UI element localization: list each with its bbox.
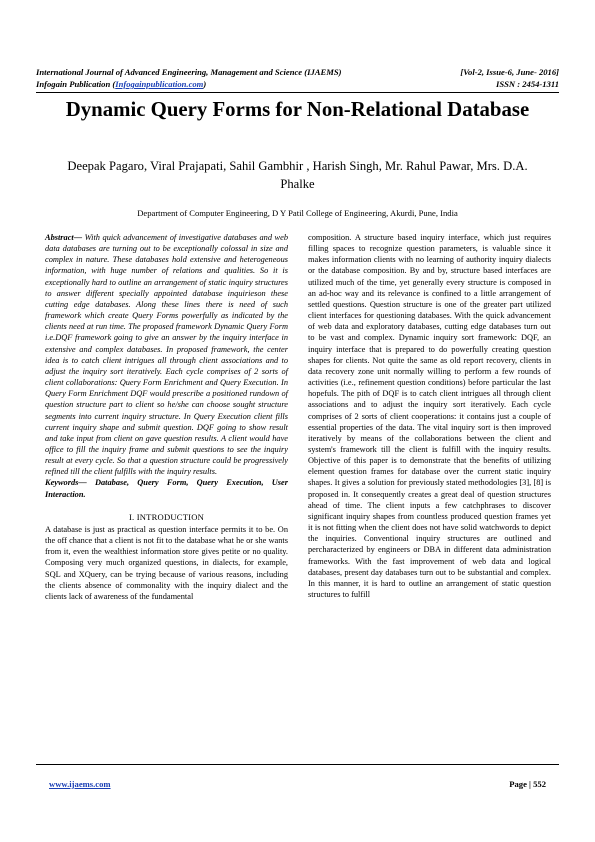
abstract-label: Abstract—: [45, 233, 83, 242]
paper-title: Dynamic Query Forms for Non-Relational Database: [65, 98, 530, 121]
publisher-prefix: Infogain Publication (: [36, 79, 116, 89]
footer-url-link[interactable]: www.ijaems.com: [49, 779, 111, 789]
section-heading: I. INTRODUCTION: [128, 511, 205, 522]
page-number: Page | 552: [509, 779, 546, 789]
publisher-link[interactable]: Infogainpublication.com: [115, 79, 204, 89]
right-column: [308, 232, 551, 600]
running-header-line1: [36, 67, 559, 78]
affiliation: Department of Computer Engineering, D Y Patil College of Engineering, Akurdi, Pune, India: [137, 208, 458, 218]
running-header-line2: [36, 79, 559, 90]
abstract: [45, 232, 288, 477]
journal-name: International Journal of Advanced Engineering, Management and Science (IJAEMS): [36, 67, 342, 77]
issn: ISSN : 2454-1311: [495, 79, 559, 89]
introduction-text: A database is just as practical as question interface permits it to be. On the off chance that a client is not fit to the database what he or she wants from it, even the wealthiest information store gives petite or no quality. Composing very much organized questions, in dialects, for example, SQL and XQuery, can be trying because of various reasons, including the clients absence of commonality with the inquiry dialect and the clients lack of awareness of the fundamental: [45, 524, 288, 601]
author-list: Deepak Pagaro, Viral Prajapati, Sahil Gambhir , Harish Singh, Mr. Rahul Pawar, Mrs. D.A. Phalke: [67, 159, 528, 191]
right-column-text: composition. A structure based inquiry interface, which just requires filling spaces to recognize question parameters, is valuable since it makes information clients with no learning of authority inquiry dialects or the database composition. By and by, structure based interfaces are utilized much of the time, yet generally every structure is composed in an ad-hoc way and its relevance is confined to a little arrangement of settled questions. Question structure is one of the greater part utilized client interfaces for questioning databases. With the quick advancement of web data and exploratory databases, cutting edge databases turn out to be vast and complex. Dynamic inquiry sort framework: DQF, an inquiry interface that is prepared to do powerfully creating question shapes for clients. Not quite the same as old report recovery, clients in data recovery zone unit normally willing to perform a few rounds of activities (i.e., refinement question conditions) before particular the last hopefuls. The pith of DQF is to catch client intrigues all through client associations and to adjust the inquiry sort iteratively. Each cycle comprises of 2 sorts of client cooperations: it contains just a couple of essential properties of the data. The vital inquiry sort is then improved iteratively by means of the collaborations between the client and system's framework till the client is fulfill with the inquiry results. Objective of this paper is to demonstrate that the benefits of utilizing element question frames for database over the current static inquiry shapes. It gives a solution for previously stated methodologies [3], [8] is proposed in. It consequently creates a great deal of question structures ahead of time. The client inputs a few catchphrases to discover significant inquiry shapes from countless produced question frames yet it is not fitting when the client does not have solid watchwords to depict the inquiries. Conventional inquiry structures are outlined and percharacterized by engineers or DBA in different data administration frameworks. With the fast improvement of web data and logical databases, present day databases turn out to be substantial and complex. In this manner, it is hard to outline an arrangement of static question structures to fulfill: [308, 233, 551, 599]
keywords: Keywords— Database, Query Form, Query Execution, User Interaction.: [45, 478, 288, 499]
abstract-text: With quick advancement of investigative databases and web data databases are turning out to be exceptionally colossal in size and complex in nature. These databases hold extensive and heterogeneous information, with huge number of relations and qualities. So it is exceptionally hard to outline an arrangement of static inquiry structures to answer different specially appointed database inquirieson these cutting edge databases. Along these lines there is need of such framework which create Query Forms powerfully as indicated by the clients need at run time. The proposed framework Dynamic Query Form i.e.DQF framework going to give an answer by the inquiry interface in extensive and complex databases. In proposed framework, the center idea is to catch client intrigues all through client associations and to adjust the inquiry sort iteratively. Each cycle comprises of 2 sorts of client collaborations: Query Form Enrichment and Query Execution. In Query Form Enrichment DQF would prescribe a positioned rundown of question structure part to client so he/she can choose sought structure segments into current inquiry structure. In Query Execution client fills current inquiry shape and submit question. DQF going to show result and take input from client on gave question results. A client would have office to fill the inquiry frame and submit questions to see the inquiry result at every cycle. So that a question structure could be progressively refined till the client fulfills with the inquiry results.: [45, 233, 288, 477]
header-divider: [36, 92, 559, 93]
publisher-suffix: ): [203, 79, 207, 89]
volume-issue: [Vol-2, Issue-6, June- 2016]: [460, 67, 559, 77]
footer-divider: [36, 764, 559, 765]
left-column: [45, 232, 288, 602]
